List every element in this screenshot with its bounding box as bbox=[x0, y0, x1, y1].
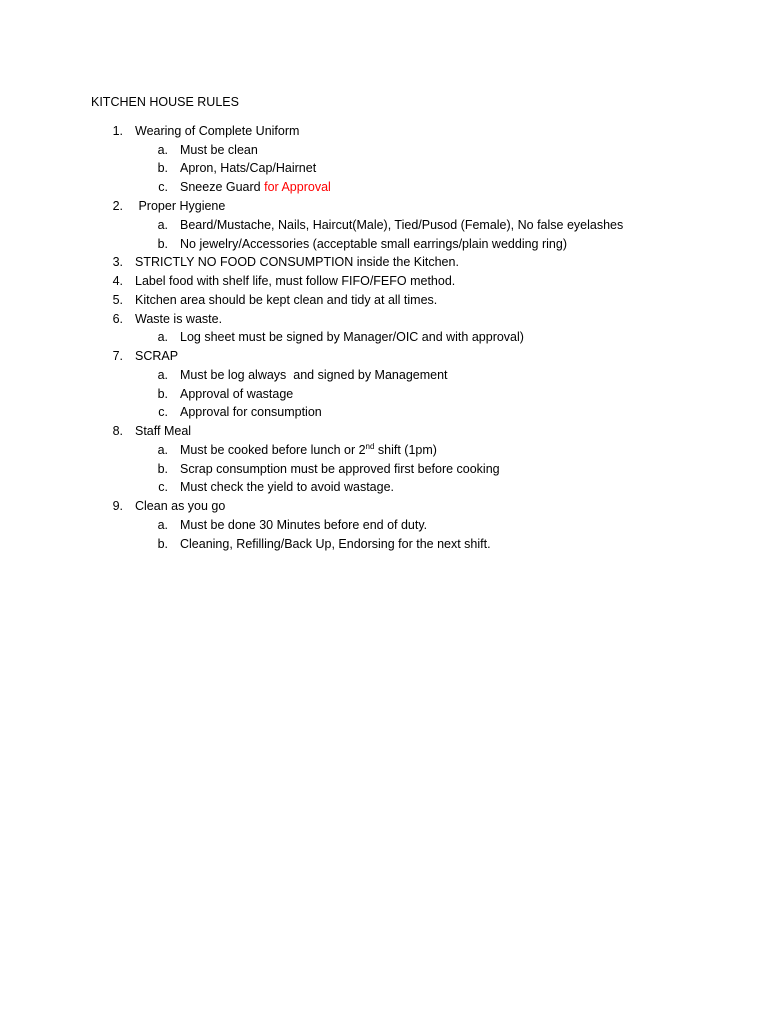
list-item-text: Waste is waste. bbox=[135, 312, 223, 326]
sub-list-item-text-plain: Sneeze Guard bbox=[180, 180, 265, 194]
sub-list-marker: a. bbox=[157, 330, 168, 344]
list-number: 4. bbox=[112, 274, 123, 288]
sub-list-marker: a. bbox=[157, 518, 168, 532]
sub-list-item-text: Approval of wastage bbox=[180, 387, 294, 401]
sub-list-marker: a. bbox=[157, 218, 168, 232]
list-number: 7. bbox=[112, 349, 123, 363]
sub-list-item-text: Apron, Hats/Cap/Hairnet bbox=[180, 161, 317, 175]
sub-list-item-text: Log sheet must be signed by Manager/OIC and with approval) bbox=[180, 330, 524, 344]
sub-list-marker: b. bbox=[157, 237, 168, 251]
list-item-text: STRICTLY NO FOOD CONSUMPTION inside the Kitchen. bbox=[135, 255, 459, 269]
sub-list-item-text bbox=[180, 441, 437, 459]
list-item-text: SCRAP bbox=[135, 349, 179, 363]
sub-list-item-text: Must be log always and signed by Management bbox=[180, 368, 448, 382]
sub-list-marker: b. bbox=[157, 387, 168, 401]
list-number: 3. bbox=[112, 255, 123, 269]
sub-list-item-text: Scrap consumption must be approved first before cooking bbox=[180, 462, 500, 476]
sub-list-marker: a. bbox=[157, 368, 168, 382]
sub-list-marker: c. bbox=[158, 180, 168, 194]
approval-highlight: for Approval bbox=[264, 180, 331, 194]
list-number: 8. bbox=[112, 424, 123, 438]
sub-list-marker: a. bbox=[157, 443, 168, 457]
list-item-text: Staff Meal bbox=[135, 424, 192, 438]
sub-list-item-text: Must be done 30 Minutes before end of duty. bbox=[180, 518, 428, 532]
sub-list-item-text: Cleaning, Refilling/Back Up, Endorsing for the next shift. bbox=[180, 537, 491, 551]
sub-list-item-text-after: shift (1pm) bbox=[374, 443, 437, 457]
sub-list-marker: c. bbox=[158, 405, 168, 419]
sub-list-marker: b. bbox=[157, 161, 168, 175]
sub-list-marker: b. bbox=[157, 462, 168, 476]
list-item-text: Label food with shelf life, must follow FIFO/FEFO method. bbox=[135, 274, 456, 288]
ordinal-superscript: nd bbox=[365, 442, 375, 451]
list-number: 5. bbox=[112, 293, 123, 307]
sub-list-marker: a. bbox=[157, 143, 168, 157]
list-number: 6. bbox=[112, 312, 123, 326]
sub-list-item-text: Approval for consumption bbox=[180, 405, 322, 419]
list-number: 2. bbox=[112, 199, 123, 213]
list-number: 1. bbox=[112, 124, 123, 138]
list-item-text: Kitchen area should be kept clean and tidy at all times. bbox=[135, 293, 438, 307]
sub-list-item-text-before: Must be cooked before lunch or 2 bbox=[180, 443, 366, 457]
document-title: KITCHEN HOUSE RULES bbox=[91, 95, 239, 109]
list-item-text: Wearing of Complete Uniform bbox=[135, 124, 300, 138]
sub-list-item-text bbox=[180, 178, 331, 196]
list-item-text: Proper Hygiene bbox=[135, 199, 226, 213]
sub-list-item-text: Must be clean bbox=[180, 143, 258, 157]
sub-list-item-text: Beard/Mustache, Nails, Haircut(Male), Tied/Pusod (Female), No false eyelashes bbox=[180, 218, 624, 232]
sub-list-marker: b. bbox=[157, 537, 168, 551]
list-item-text: Clean as you go bbox=[135, 499, 226, 513]
sub-list-item-text: No jewelry/Accessories (acceptable small earrings/plain wedding ring) bbox=[180, 237, 567, 251]
list-number: 9. bbox=[112, 499, 123, 513]
sub-list-item-text: Must check the yield to avoid wastage. bbox=[180, 480, 395, 494]
sub-list-marker: c. bbox=[158, 480, 168, 494]
